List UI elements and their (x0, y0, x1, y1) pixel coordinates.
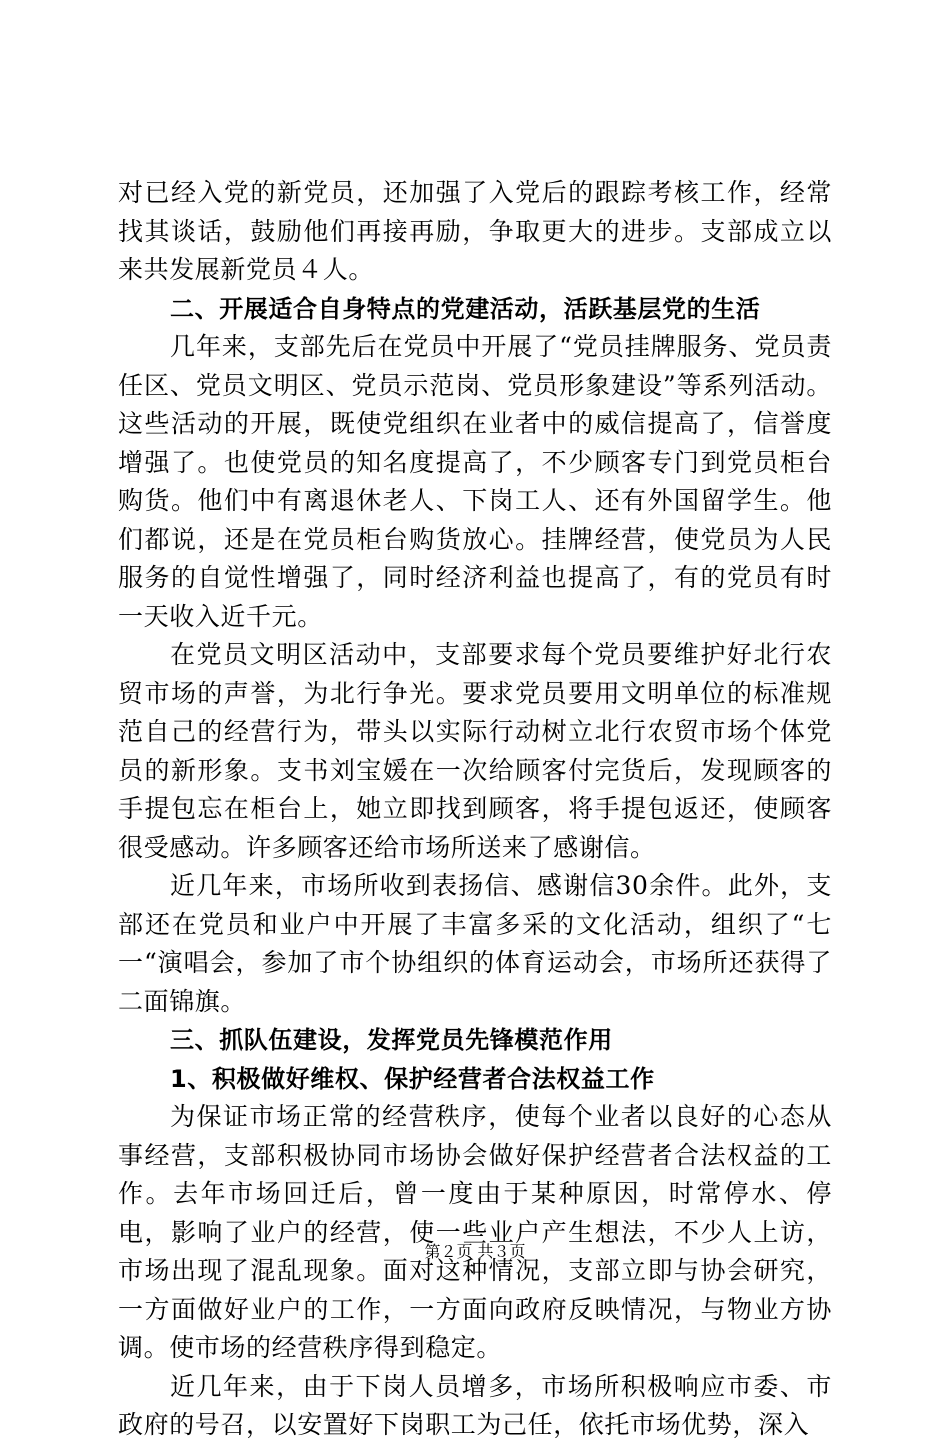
paragraph: 几年来，支部先后在党员中开展了“党员挂牌服务、党员责任区、党员文明区、党员示范岗、党员形象建设”等系列活动。这些活动的开展，既使党组织在业者中的威信提高了，信誉度增强了。也使党员的知名度提高了，不少顾客专门到党员柜台购货。他们中有离退休老人、下岗工人、还有外国留学生。他们都说，还是在党员柜台购货放心。挂牌经营，使党员为人民服务的自觉性增强了，同时经济利益也提高了，有的党员有时一天收入近千元。 (118, 332, 832, 631)
paragraph: 在党员文明区活动中，支部要求每个党员要维护好北行农贸市场的声誉，为北行争光。要求党员要用文明单位的标准规范自己的经营行为，带头以实际行动树立北行农贸市场个体党员的新形象。支书刘宝媛在一次给顾客付完货后，发现顾客的手提包忘在柜台上，她立即找到顾客，将手提包返还，使顾客很受感动。许多顾客还给市场所送来了感谢信。 (118, 640, 832, 862)
subsection-heading-1: 1、积极做好维权、保护经营者合法权益工作 (170, 1064, 655, 1093)
paragraph: 为保证市场正常的经营秩序，使每个业者以良好的心态从事经营，支部积极协同市场协会做好保护经营者合法权益的工作。去年市场回迁后，曾一度由于某种原因，时常停水、停电，影响了业户的经营，使一些业户产生想法，不少人上访，市场出现了混乱现象。面对这种情况，支部立即与协会研究，一方面做好业户的工作，一方面向政府反映情况，与物业方协调。使市场的经营秩序得到稳定。 (118, 1102, 832, 1362)
page-number-footer: 第２页 共３页 (424, 1242, 526, 1261)
paragraph-continued: 对已经入党的新党员，还加强了入党后的跟踪考核工作，经常找其谈话，鼓励他们再接再励，争取更大的进步。支部成立以来共发展新党员４人。 (118, 178, 832, 284)
paragraph: 近几年来，由于下岗人员增多，市场所积极响应市委、市政府的号召，以安置好下岗职工为己任，依托市场优势，深入 (118, 1371, 832, 1439)
paragraph: 近几年来，市场所收到表扬信、感谢信30余件。此外，支部还在党员和业户中开展了丰富多采的文化活动，组织了“七一“演唱会，参加了市个协组织的体育运动会，市场所还获得了二面锦旗。 (118, 871, 832, 1016)
section-heading-3: 三、抓队伍建设，发挥党员先锋模范作用 (170, 1026, 613, 1054)
section-heading-2: 二、开展适合自身特点的党建活动，活跃基层党的生活 (170, 294, 761, 323)
